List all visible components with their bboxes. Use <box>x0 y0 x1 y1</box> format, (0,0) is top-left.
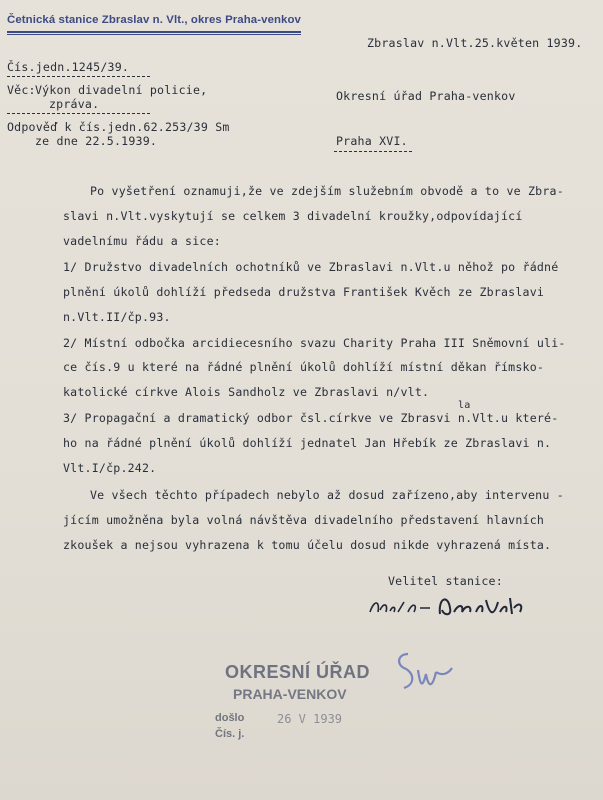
handwritten-initials <box>390 640 460 710</box>
stamp-underline-2 <box>7 34 301 35</box>
body-line: vadelnímu řádu a sice: <box>63 234 221 248</box>
body-line: 2/ Místní odbočka arcidiecesního svazu Charity Praha III Sněmovní uli- <box>63 336 566 350</box>
body-line: 3/ Propagační a dramatický odbor čsl.církve ve Zbrasvi n.Vlt.u které- <box>63 411 559 425</box>
body-line: Ve všech těchto případech nebylo až dosud zařízeno,aby intervenu - <box>90 488 564 502</box>
place-date: Zbraslav n.Vlt.25.květen 1939. <box>367 36 583 50</box>
signature <box>368 590 528 624</box>
initials-drawing <box>390 640 460 710</box>
ref-underline <box>7 76 150 77</box>
stamp-received-label: došlo <box>215 712 245 724</box>
body-line: ho na řádné plnění úkolů dohlíží jednatel Jan Hřebík ze Zbraslavi n. <box>63 436 552 450</box>
inserted-syllable: la <box>458 400 471 411</box>
subject-label: Věc: <box>7 83 36 97</box>
subject-line-1: Výkon divadelní policie, <box>35 83 208 97</box>
recipient: Okresní úřad Praha-venkov <box>336 89 516 103</box>
body-line: ce čís.9 u které na řádné plnění úkolů dohlíží místní děkan římsko- <box>63 360 545 374</box>
stamp-office-line1: OKRESNÍ ÚŘAD <box>225 662 371 682</box>
reply-reference-line-1: Odpověď k čís.jedn.62.253/39 Sm <box>7 120 230 134</box>
body-line: 1/ Družstvo divadelních ochotníků ve Zbraslavi n.Vlt.u něhož po řádné <box>63 260 559 274</box>
reply-reference-line-2: ze dne 22.5.1939. <box>35 134 158 148</box>
body-line: jícím umožněna byla volná návštěva divadelního představení hlavních <box>63 513 545 527</box>
signature-drawing <box>368 590 528 624</box>
stamp-cis-label: Čís. j. <box>215 728 245 740</box>
stamp-received-date: 26 V 1939 <box>277 712 343 726</box>
body-line: n.Vlt.II/čp.93. <box>63 310 171 324</box>
recipient-underline <box>334 151 412 152</box>
office-received-stamp <box>215 662 385 742</box>
body-line: Po vyšetření oznamuji,že ve zdejším služebním obvodě a to ve Zbra- <box>90 184 564 198</box>
body-line: zkoušek a nejsou vyhrazena k tomu účelu dosud nikde vyhrazená místa. <box>63 538 552 552</box>
subject-underline <box>7 113 150 114</box>
stamp-office-line2: PRAHA-VENKOV <box>233 686 347 702</box>
body-line: plnění úkolů dohlíží předseda družstva František Kvěch ze Zbraslavi <box>63 285 545 299</box>
subject-line-2: zpráva. <box>49 97 100 111</box>
body-line: katolické církve Alois Sandholz ve Zbraslavi n/vlt. <box>63 385 430 399</box>
stamp-underline <box>7 31 301 33</box>
body-line: Vlt.I/čp.242. <box>63 461 157 475</box>
reference-number: Čís.jedn.1245/39. <box>7 60 130 74</box>
station-header-stamp: Četnická stanice Zbraslav n. Vlt., okres Praha-venkov <box>7 14 301 26</box>
body-line: slavi n.Vlt.vyskytují se celkem 3 divadelní kroužky,odpovídající <box>63 209 523 223</box>
signoff-label: Velitel stanice: <box>388 574 503 588</box>
recipient-city: Praha XVI. <box>336 134 408 148</box>
